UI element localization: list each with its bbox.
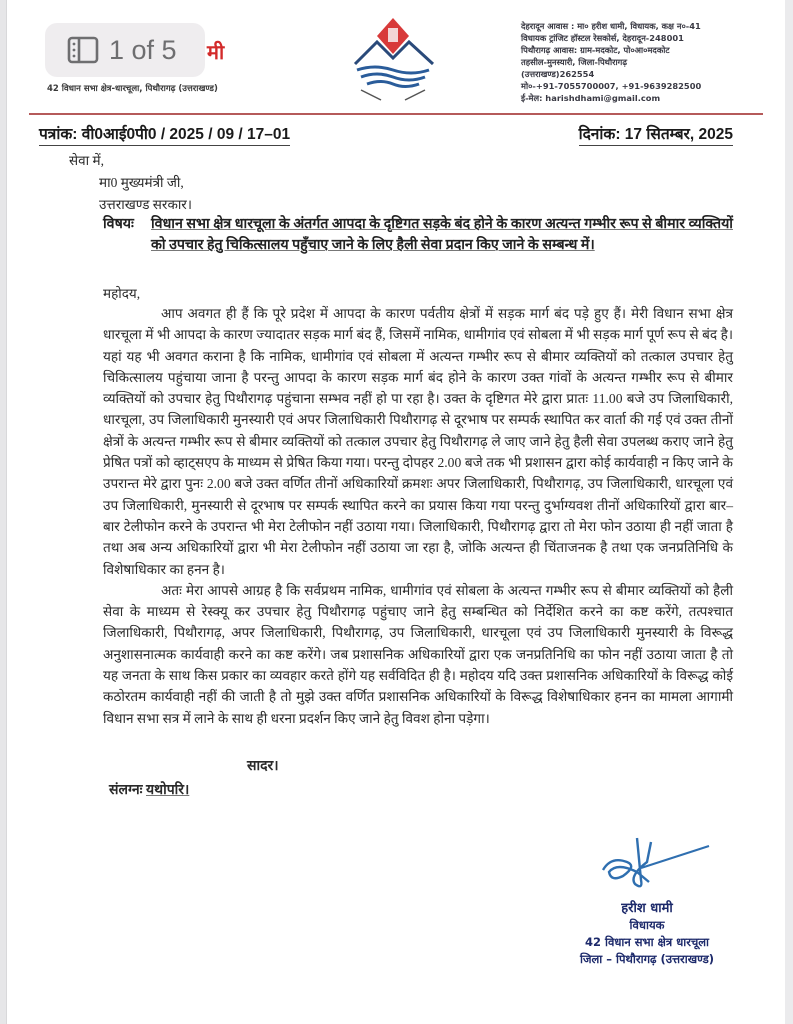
- enclosure-label: संलग्नः: [109, 783, 143, 798]
- greeting: महोदय,: [103, 286, 141, 301]
- letterhead-divider: [29, 113, 763, 115]
- address-line: पिथौरागढ़ आवास: ग्राम-मदकोट, पो०आ०मदकोट: [521, 45, 670, 55]
- addressee-line: मा0 मुख्यमंत्री जी,: [99, 175, 184, 190]
- letterhead-name: मी: [207, 40, 225, 64]
- signatory-constituency: 42 विधान सभा क्षेत्र धारचूला: [584, 935, 710, 949]
- address-line: विधायक ट्रांजिट हॉस्टल रेसकोर्स, देहरादून-248001: [521, 33, 684, 43]
- subject-block: [103, 214, 733, 256]
- salutation: सेवा में,: [69, 153, 104, 168]
- uttarakhand-emblem-icon: [343, 14, 443, 104]
- enclosure: [109, 780, 189, 799]
- signatory-block: [547, 900, 747, 968]
- address-line: देहरादून आवास : मा० हरीश धामी, विधायक, कक्ष न०-41: [521, 21, 701, 31]
- subject-text: विधान सभा क्षेत्र धारचूला के अंतर्गत आपदा के दृष्टिगत सड़के बंद होने के कारण अत्यन्त गम्भीर रूप से बीमार व्यक्तियों को उपचार हेतु चिकित्सालय पहुँचाए जाने के लिए हैली सेवा प्रदान किए जाने के सम्बन्ध में।: [151, 216, 733, 253]
- addressee-line: उत्तराखण्ड सरकार।: [99, 197, 192, 212]
- addressee: [99, 168, 192, 216]
- signatory-designation: विधायक: [629, 918, 665, 932]
- enclosure-value: यथोपरि।: [146, 783, 190, 798]
- reference-row: [39, 122, 733, 146]
- subject-label: विषयः: [103, 216, 134, 232]
- address-line: (उत्तराखण्ड)262554: [521, 69, 595, 79]
- sidebar-panel-icon[interactable]: [67, 36, 99, 64]
- letterhead-address: [521, 20, 701, 104]
- signatory-name: हरीश धामी: [621, 901, 673, 916]
- phone-line: मो०-+91-7055700007, +91-9639282500: [521, 81, 702, 91]
- letter-date: दिनांक: 17 सितम्बर, 2025: [579, 122, 733, 146]
- letter-number: पत्रांक: वी0आई0पी0 / 2025 / 09 / 17–01: [39, 122, 290, 146]
- signature-icon: [597, 832, 717, 894]
- page-counter-badge[interactable]: [45, 23, 205, 77]
- address-line: तहसील-मुनस्यारी, जिला-पिथौरागढ़: [521, 57, 628, 67]
- email-line: ई-मेल: harishdhami@gmail.com: [521, 93, 661, 103]
- letter-body: [103, 303, 733, 729]
- signatory-district: जिला – पिथौरागढ़ (उत्तराखण्ड): [580, 952, 714, 966]
- viewer-scroll-edge: [785, 0, 793, 1024]
- page-counter-text: 1 of 5: [109, 34, 177, 65]
- document-page: [6, 0, 786, 1024]
- letterhead-constituency: 42 विधान सभा क्षेत्र-धारचूला, पिथौरागढ़ (उत्तराखण्ड): [47, 84, 218, 94]
- body-paragraph: आप अवगत ही हैं कि पूरे प्रदेश में आपदा के कारण पर्वतीय क्षेत्रों में सड़क मार्ग बंद पड़े हुए हैं। मेरी विधान सभा क्षेत्र धारचूला में भी आपदा के कारण ज्यादातर सड़क मार्ग बंद हैं, जिसमें नामिक, धामीगांव एवं सोबला में भी सड़क मार्ग पूर्ण रूप से बंद है। यहां यह भी अवगत कराना है कि नामिक, धामीगांव एवं सोबला में अत्यन्त गम्भीर रूप से बीमार व्यक्तियों को तत्काल उपचार हेतु चिकित्सालय पहुंचाया जाना है परन्तु आपदा के कारण सड़क मार्ग बंद होने के कारण उक्त गांवों के अत्यन्त गम्भीर रूप से बीमार व्यक्तियों को उपचार हेतु पिथौरागढ़ पहुंचाना सम्भव नहीं हो पा रहा है। उक्त के दृष्टिगत मेरे द्वारा प्रातः 11.00 बजे उप जिलाधिकारी, धारचूला, उप जिलाधिकारी मुनस्यारी एवं अपर जिलाधिकारी पिथौरागढ़ से दूरभाष पर सम्पर्क स्थापित कर वार्ता की गई एवं उक्त तीनों क्षेत्रों के अत्यन्त गम्भीर रूप से बीमार व्यक्तियों को तत्काल उपचार हेतु पिथौरागढ़ ले जाए जाने हेतु हैली सेवा उपलब्ध कराए जाने हेतु प्रेषित पत्रों को व्हाट्सएप के माध्यम से प्रेषित किया गया। परन्तु दोपहर 2.00 बजे तक भी प्रशासन द्वारा कोई कार्यवाही न किए जाने के उपरान्त मेरे द्वारा पुनः 2.00 बजे उक्त वर्णित तीनों अधिकारियों क्रमशः अपर जिलाधिकारी, पिथौरागढ़, उप जिलाधिकारी, धारचूला एवं उप जिलाधिकारी, मुनस्यारी से दूरभाष पर सम्पर्क स्थापित करने का प्रयास किया गया परन्तु दुर्भाग्यवश तीनों अधिकारियों द्वारा बार–बार टेलीफोन करने के उपरान्त भी मेरा टेलीफोन नहीं उठाया गया। जिलाधिकारी, पिथौरागढ़ द्वारा तो मेरा फोन उठाया ही नहीं जाता है तथा अब अन्य अधिकारियों द्वारा भी मेरा टेलीफोन नहीं उठाया जा रहा है, जोकि अत्यन्त ही चिंताजनक है तथा एक जनप्रतिनिधि के विशेषाधिकार का हनन है।: [103, 306, 733, 577]
- closing: सादर।: [247, 759, 279, 774]
- body-paragraph: अतः मेरा आपसे आग्रह है कि सर्वप्रथम नामिक, धामीगांव एवं सोबला के अत्यन्त गम्भीर रूप से बीमार व्यक्तियों को हैली सेवा के माध्यम से रेस्क्यू कर उपचार हेतु पिथौरागढ़ पहुंचाए जाने हेतु सम्बन्धित को निर्देशित करने का कष्ट करेंगे, तत्पश्चात जिलाधिकारी, पिथौरागढ़, अपर जिलाधिकारी, पिथौरागढ़, उप जिलाधिकारी, धारचूला एवं उप जिलाधिकारी मुनस्यारी के विरूद्ध अनुशासनात्मक कार्यवाही करने का कष्ट करेंगे। जब प्रशासनिक अधिकारियों द्वारा एक जनप्रतिनिधि का फोन नहीं उठाया जाता है तो यह जनता के साथ किस प्रकार का व्यवहार करते होंगे यह सर्वविदित ही है। महोदय यदि उक्त प्रशासनिक अधिकारियों के विरूद्ध कोई कठोरतम कार्यवाही नहीं की जाती है तो मुझे उक्त वर्णित प्रशासनिक अधिकारियों के विरूद्ध विशेषाधिकार हनन का मामला आगामी विधान सभा सत्र में लाने के साथ ही धरना प्रदर्शन किए जाने हेतु विवश होना पड़ेगा।: [103, 582, 733, 726]
